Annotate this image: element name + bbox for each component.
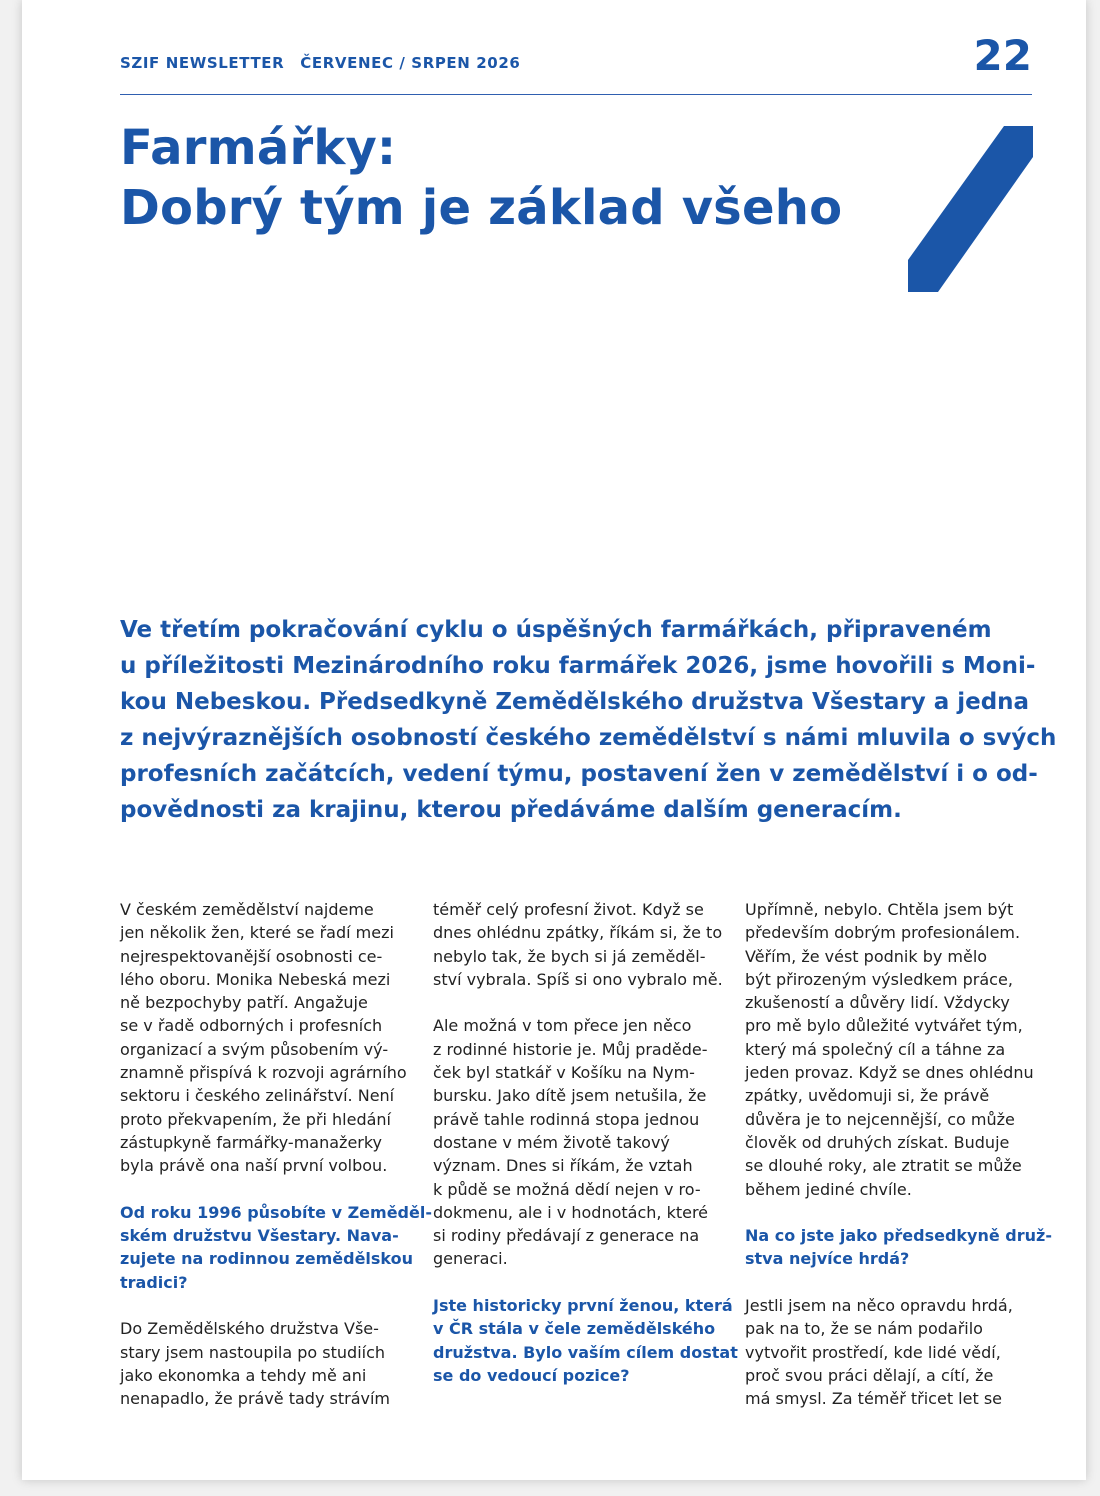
body-paragraph bbox=[120, 1317, 416, 1410]
text-line: generaci. bbox=[433, 1249, 508, 1269]
text-line: se do vedoucí pozice? bbox=[433, 1365, 630, 1385]
text-line: ství vybrala. Spíš si ono vybralo mě. bbox=[433, 969, 723, 989]
text-line: má smysl. Za téměř třicet let se bbox=[745, 1389, 1003, 1409]
text-line: Upřímně, nebylo. Chtěla jsem být bbox=[745, 900, 1014, 919]
text-line: ček byl statkář v Košíku na Nym- bbox=[433, 1063, 695, 1083]
text-line: zkušeností a důvěry lidí. Vždycky bbox=[745, 993, 1010, 1013]
text-line: se dlouhé roky, ale ztratit se může bbox=[745, 1156, 1022, 1176]
text-line: být přirozeným výsledkem práce, bbox=[745, 969, 1013, 989]
text-line: proto překvapením, že při hledání bbox=[120, 1109, 391, 1129]
header-meta bbox=[120, 54, 520, 72]
text-line: proč svou práci dělají, a cítí, že bbox=[745, 1365, 994, 1385]
text-line: k půdě se možná dědí nejen v ro- bbox=[433, 1179, 701, 1199]
text-line: právě tahle rodinná stopa jednou bbox=[433, 1109, 700, 1129]
page-number: 22 bbox=[973, 31, 1032, 80]
body-paragraph bbox=[120, 898, 416, 1178]
text-line: sektoru i českého zelinářství. Není bbox=[120, 1086, 395, 1106]
lead-line: u příležitosti Mezinárodního roku farmářek 2026, jsme hovořili s Moni- bbox=[120, 653, 1036, 679]
text-line: jako ekonomka a tehdy mě ani bbox=[120, 1365, 367, 1385]
lead-line: kou Nebeskou. Předsedkyně Zemědělského družstva Všestary a jedna bbox=[120, 689, 1030, 715]
title-line-1: Farmářky: bbox=[120, 120, 397, 176]
text-line: byla právě ona naší první volbou. bbox=[120, 1156, 388, 1176]
text-line: během jediné chvíle. bbox=[745, 1179, 912, 1199]
text-line: si rodiny předávají z generace na bbox=[433, 1226, 700, 1246]
article-lead bbox=[120, 612, 1057, 828]
body-paragraph bbox=[745, 1294, 1041, 1410]
publication-name: SZIF NEWSLETTER bbox=[120, 54, 285, 72]
text-line: Jestli jsem na něco opravdu hrdá, bbox=[745, 1296, 1013, 1316]
text-line: který má společný cíl a táhne za bbox=[745, 1039, 1006, 1059]
text-line: Jste historicky první ženou, která bbox=[433, 1296, 733, 1316]
text-line: stva nejvíce hrdá? bbox=[745, 1249, 910, 1269]
diagonal-slash-icon bbox=[908, 126, 1034, 292]
interview-question bbox=[745, 1224, 1052, 1271]
body-paragraph bbox=[433, 1014, 729, 1270]
text-line: Na co jste jako předsedkyně druž- bbox=[745, 1226, 1052, 1246]
text-line: zástupkyně farmářky-manažerky bbox=[120, 1132, 383, 1152]
text-line: bursku. Jako dítě jsem netušila, že bbox=[433, 1086, 707, 1106]
text-line: jen několik žen, které se řadí mezi bbox=[120, 923, 394, 943]
text-column-3 bbox=[745, 898, 1052, 1434]
text-line: důvěra je to nejcennější, co může bbox=[745, 1109, 1015, 1129]
text-line: dnes ohlédnu zpátky, říkám si, že to bbox=[433, 923, 723, 943]
text-line: V českém zemědělství najdeme bbox=[120, 900, 374, 919]
interview-question bbox=[433, 1294, 738, 1387]
lead-line: z nejvýraznějších osobností českého zemědělství s námi mluvila o svých bbox=[120, 725, 1057, 751]
text-line: nejrespektovanější osobnosti ce- bbox=[120, 946, 383, 966]
text-line: tradici? bbox=[120, 1272, 188, 1292]
text-line: dostane v mém životě takový bbox=[433, 1132, 670, 1152]
text-line: stary jsem nastoupila po studiích bbox=[120, 1342, 386, 1362]
body-paragraph bbox=[745, 898, 1041, 1201]
text-line: význam. Dnes si říkám, že vztah bbox=[433, 1156, 693, 1176]
text-line: družstva. Bylo vaším cílem dostat bbox=[433, 1342, 738, 1362]
text-line: především dobrým profesionálem. bbox=[745, 923, 1021, 943]
text-line: pro mě bylo důležité vytvářet tým, bbox=[745, 1016, 1023, 1036]
text-line: organizací a svým působením vý- bbox=[120, 1039, 389, 1059]
text-line: ně bezpochyby patří. Angažuje bbox=[120, 993, 368, 1013]
lead-line: Ve třetím pokračování cyklu o úspěšných farmářkách, připraveném bbox=[120, 617, 992, 643]
text-line: v ČR stála v čele zemědělského bbox=[433, 1319, 716, 1339]
text-line: ském družstvu Všestary. Nava- bbox=[120, 1226, 399, 1246]
text-column-1 bbox=[120, 898, 432, 1434]
page-header bbox=[120, 30, 1032, 95]
text-line: lého oboru. Monika Nebeská mezi bbox=[120, 969, 391, 989]
text-line: nebylo tak, že bych si já zeměděl- bbox=[433, 946, 706, 966]
text-line: zujete na rodinnou zemědělskou bbox=[120, 1249, 414, 1269]
text-line: z rodinné historie je. Můj praděde- bbox=[433, 1039, 708, 1059]
article-title bbox=[120, 118, 842, 238]
title-line-2: Dobrý tým je základ všeho bbox=[120, 180, 843, 236]
text-line: Ale možná v tom přece jen něco bbox=[433, 1016, 692, 1036]
text-line: vytvořit prostředí, kde lidé vědí, bbox=[745, 1342, 1001, 1362]
text-line: pak na to, že se nám podařilo bbox=[745, 1319, 983, 1339]
newsletter-page bbox=[22, 0, 1086, 1480]
text-line: člověk od druhých získat. Buduje bbox=[745, 1132, 1010, 1152]
text-line: dokmenu, ale i v hodnotách, které bbox=[433, 1202, 709, 1222]
lead-line: profesních začátcích, vedení týmu, postavení žen v zemědělství i o od- bbox=[120, 761, 1038, 787]
issue-date: ČERVENEC / SRPEN 2026 bbox=[300, 54, 521, 72]
text-line: znamně přispívá k rozvoji agrárního bbox=[120, 1063, 407, 1083]
text-line: zpátky, uvědomuji si, že právě bbox=[745, 1086, 990, 1106]
interview-question bbox=[120, 1201, 432, 1294]
lead-line: povědnosti za krajinu, kterou předáváme dalším generacím. bbox=[120, 797, 902, 823]
text-column-2 bbox=[433, 898, 738, 1411]
text-line: jeden provaz. Když se dnes ohlédnu bbox=[745, 1063, 1034, 1083]
body-paragraph bbox=[433, 898, 729, 991]
text-line: Od roku 1996 působíte v Zeměděl- bbox=[120, 1202, 432, 1222]
text-line: nenapadlo, že právě tady strávím bbox=[120, 1389, 390, 1409]
text-line: se v řadě odborných i profesních bbox=[120, 1016, 383, 1036]
text-line: Věřím, že vést podnik by mělo bbox=[745, 946, 988, 966]
text-line: téměř celý profesní život. Když se bbox=[433, 900, 704, 919]
text-line: Do Zemědělského družstva Vše- bbox=[120, 1319, 379, 1339]
